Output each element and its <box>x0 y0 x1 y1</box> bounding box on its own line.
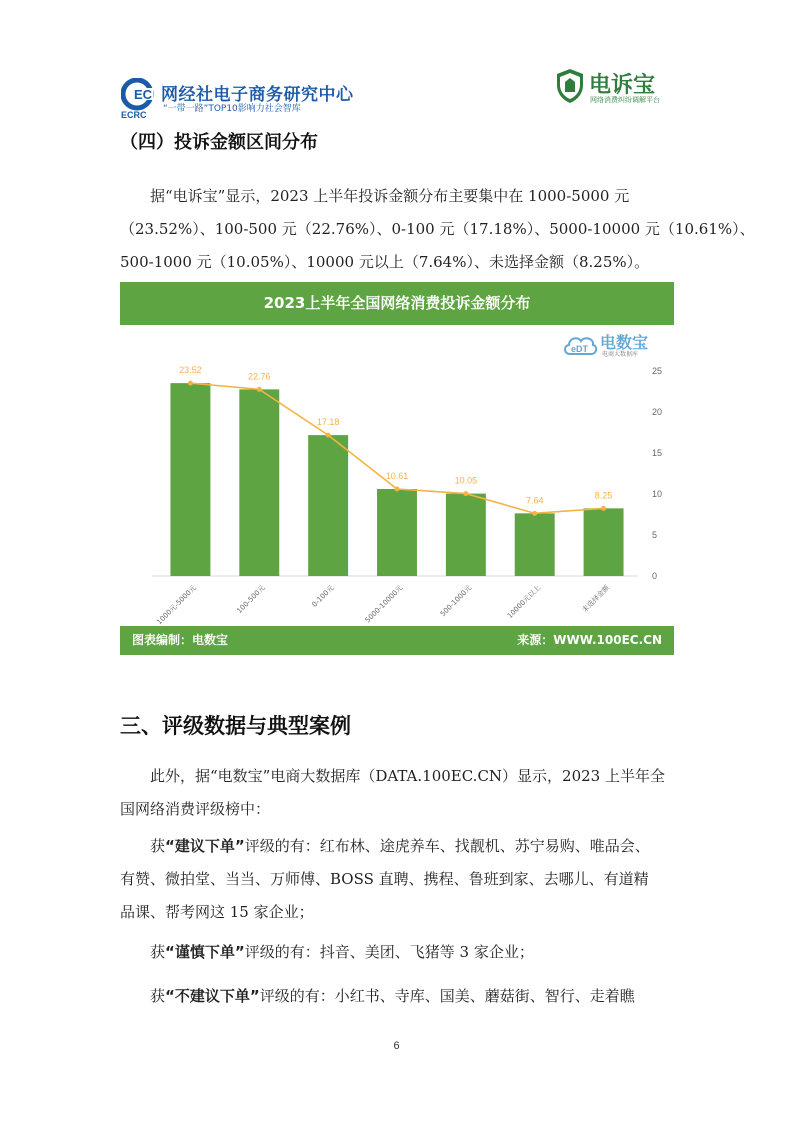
y-tick-label: 5 <box>652 530 658 540</box>
prefix: 获 <box>150 837 166 855</box>
prefix: 获 <box>150 987 166 1005</box>
data-label: 22.76 <box>248 371 271 382</box>
section-heading-4: （四）投诉金额区间分布 <box>120 132 318 153</box>
data-label: 7.64 <box>525 495 544 506</box>
dianisubao-logo <box>555 68 685 108</box>
data-label: 17.18 <box>316 417 340 428</box>
category-label: 0-100元 <box>310 583 336 609</box>
paragraph-line: 此外，据“电数宝”电商大数据库（DATA.100EC.CN）显示，2023 上半年全 <box>150 767 665 785</box>
bar <box>239 389 279 576</box>
prefix: 获 <box>150 943 166 961</box>
series-point <box>188 381 193 386</box>
paragraph-line: 评级的有：红布林、途虎养车、找靓机、苏宁易购、唯品会、 <box>244 837 650 855</box>
ecrc-logo-icon <box>121 78 157 114</box>
series-point <box>326 433 331 438</box>
series-point <box>395 486 400 491</box>
series-point <box>463 491 468 496</box>
y-tick-label: 10 <box>652 489 663 499</box>
series-point <box>257 387 262 392</box>
dianisubao-subtitle: 网络消费纠纷调解平台 <box>590 96 660 104</box>
ecrc-logo <box>121 78 361 118</box>
y-tick-label: 20 <box>652 407 663 417</box>
ecrc-title: 网经社电子商务研究中心 <box>161 85 354 105</box>
ecrc-abbr: ECRC <box>121 110 147 120</box>
chart-panel <box>120 282 674 655</box>
category-label: 5000-10000元 <box>363 583 405 625</box>
category-label: 1000元-5000元 <box>155 583 198 626</box>
category-label: 10000元以上 <box>505 583 543 621</box>
watermark-subtitle: 电商大数据库 <box>602 351 639 358</box>
y-tick-label: 25 <box>652 366 663 376</box>
paragraph-line: 评级的有：抖音、美团、飞猪等 3 家企业； <box>244 943 534 961</box>
y-tick-label: 15 <box>652 448 663 458</box>
bar-chart <box>120 325 674 626</box>
chart-title: 2023上半年全国网络消费投诉金额分布 <box>263 294 531 312</box>
section-heading-3: 三、评级数据与典型案例 <box>120 714 351 738</box>
chart-credit: 图表编制：电数宝 <box>132 633 229 647</box>
bar <box>170 383 210 576</box>
bar <box>446 494 486 576</box>
series-point <box>601 506 606 511</box>
category-label: 未选择金额 <box>580 583 611 615</box>
data-label: 10.61 <box>385 470 409 481</box>
paragraph-line: （23.52%）、100-500 元（22.76%）、0-100 元（17.18%）、5000-10000 元（10.61%）、 <box>120 220 755 238</box>
paragraph-line: 评级的有：小红书、寺库、国美、蘑菇街、智行、走着瞧 <box>259 987 635 1005</box>
rating-intro-paragraph <box>120 760 680 826</box>
rating-label-recommend: “建议下单” <box>165 837 245 855</box>
watermark-name: 电数宝 <box>600 333 649 352</box>
svg-text:EC: EC <box>134 87 153 102</box>
paragraph-line: 有赞、微拍堂、当当、万师傅、BOSS 直聘、携程、鲁班到家、去哪儿、有道精 <box>120 870 649 888</box>
data-label: 10.05 <box>454 475 478 486</box>
bar <box>377 489 417 576</box>
rating-label-not-recommend: “不建议下单” <box>165 987 260 1005</box>
ecrc-subtitle: “一带一路”TOP10影响力社会智库 <box>163 104 301 114</box>
bar <box>515 513 555 576</box>
recommend-paragraph <box>120 830 680 929</box>
rating-label-caution: “谨慎下单” <box>165 943 245 961</box>
category-label: 100-500元 <box>235 583 267 616</box>
series-point <box>532 511 537 516</box>
shield-icon <box>555 68 585 104</box>
svg-text:eDT: eDT <box>571 344 589 354</box>
data-label: 8.25 <box>594 490 613 501</box>
bar <box>308 435 348 576</box>
bar <box>584 508 624 576</box>
data-label: 23.52 <box>179 365 202 376</box>
paragraph-line: 国网络消费评级榜中： <box>120 800 271 818</box>
caution-paragraph <box>120 936 680 969</box>
paragraph-line: 品课、帮考网这 15 家企业； <box>120 903 314 921</box>
chart-source: 来源：WWW.100EC.CN <box>517 633 662 647</box>
paragraph-line: 据“电诉宝”显示，2023 上半年投诉金额分布主要集中在 1000-5000 元 <box>150 187 630 205</box>
paragraph-line: 500-1000 元（10.05%）、10000 元以上（7.64%）、未选择金额（8.25%）。 <box>120 253 650 271</box>
dianisubao-name: 电诉宝 <box>589 73 656 98</box>
page-number: 6 <box>393 1040 400 1052</box>
y-tick-label: 0 <box>652 571 658 581</box>
not-recommend-paragraph <box>120 980 680 1013</box>
category-label: 500-1000元 <box>438 583 474 619</box>
amount-distribution-paragraph <box>120 180 755 279</box>
